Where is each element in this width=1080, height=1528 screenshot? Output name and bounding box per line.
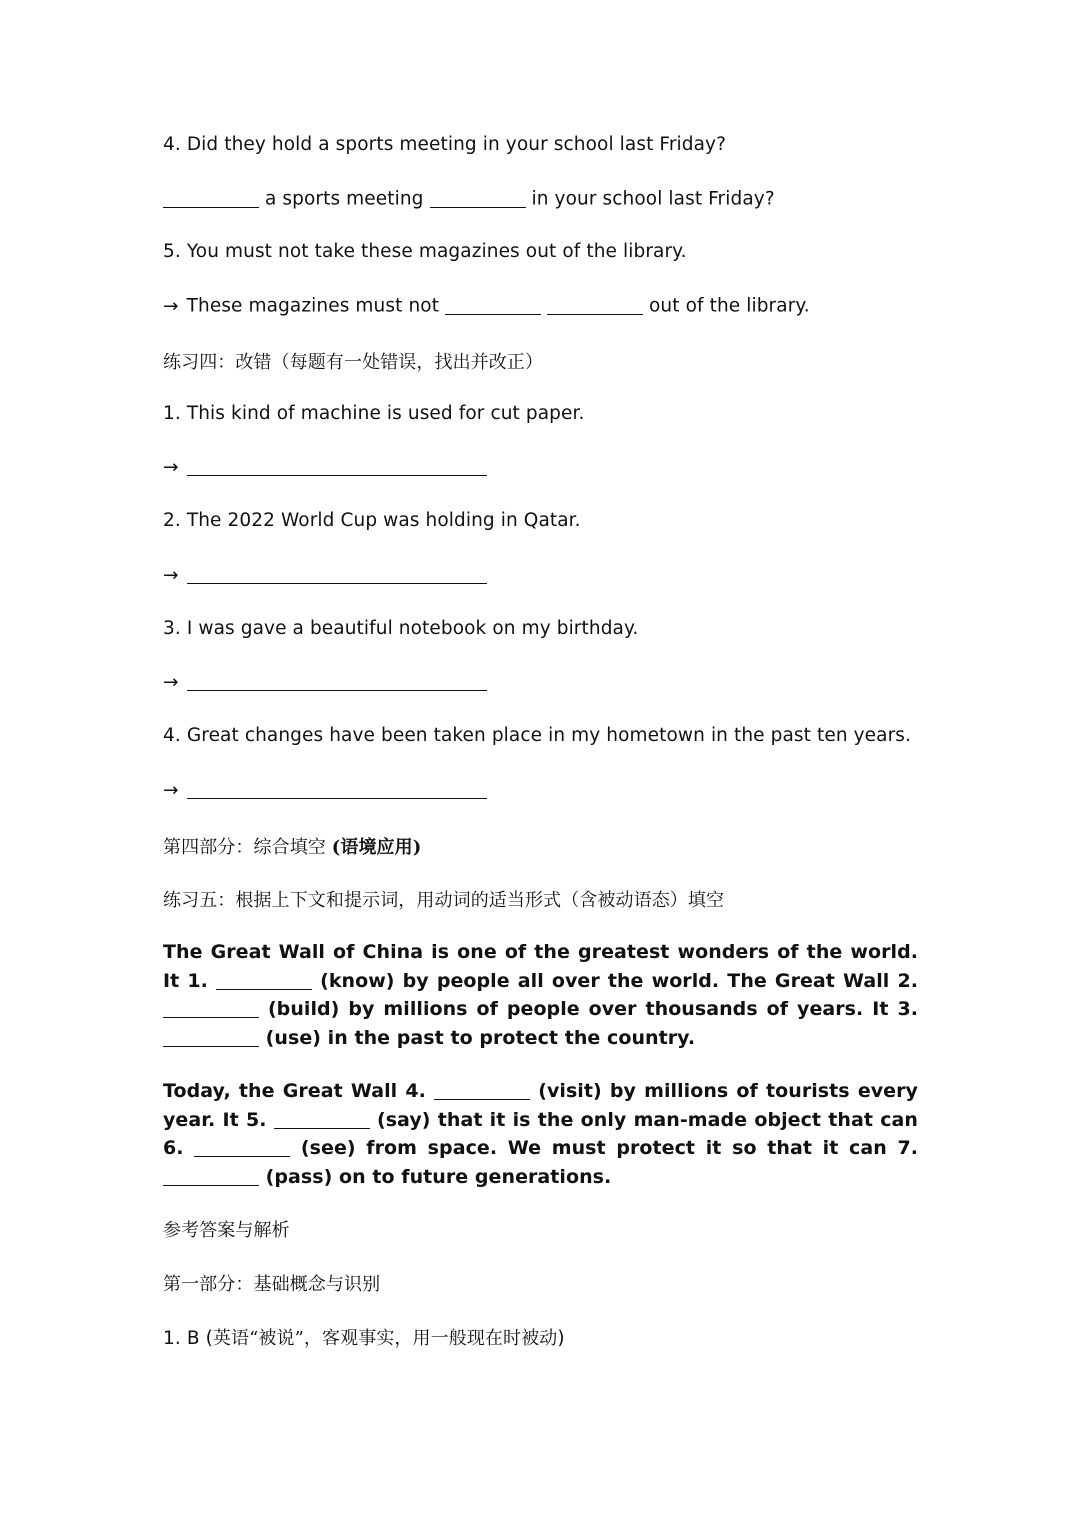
question-5-answer-line: → These magazines must not out of the library. bbox=[163, 295, 810, 317]
exercise-4-item-2: 2. The 2022 World Cup was holding in Qatar. bbox=[163, 510, 581, 531]
exercise-4-heading: 练习四：改错（每题有一处错误，找出并改正） bbox=[163, 352, 544, 373]
arrow-icon: → bbox=[163, 671, 179, 693]
answer-blank[interactable] bbox=[163, 1166, 259, 1186]
exercise-5-paragraph-1: The Great Wall of China is one of the greatest wonders of the world. It 1. (know) by people all over the world. The Great Wall 2. (build) by millions of people over thousands of years. It 3. (use) in the past to protect the country. bbox=[163, 941, 918, 1049]
exercise-4-answer-4 bbox=[163, 779, 487, 801]
exercise-4-item-1: 1. This kind of machine is used for cut paper. bbox=[163, 403, 585, 424]
answer-blank[interactable] bbox=[434, 1080, 530, 1100]
answer-blank[interactable] bbox=[430, 188, 526, 208]
exercise-4-answer-3 bbox=[163, 671, 487, 693]
exercise-5-paragraph-2: Today, the Great Wall 4. (visit) by millions of tourists every year. It 5. (say) that it is the only man-made object that can 6. (see) from space. We must protect it so that it can 7. (pass) on to future generations. bbox=[163, 1080, 919, 1188]
answer-blank[interactable] bbox=[274, 1109, 370, 1129]
answers-heading: 参考答案与解析 bbox=[163, 1220, 290, 1241]
question-4-prompt: 4. Did they hold a sports meeting in your school last Friday? bbox=[163, 134, 727, 155]
part-4-heading: 第四部分：综合填空 (语境应用) bbox=[163, 837, 422, 858]
answer-blank[interactable] bbox=[216, 970, 312, 990]
answer-1: 1. B (英语“被说”，客观事实，用一般现在时被动) bbox=[163, 1328, 565, 1349]
arrow-icon: → bbox=[163, 295, 179, 317]
answer-blank[interactable] bbox=[445, 295, 541, 315]
question-5-prompt: 5. You must not take these magazines out of the library. bbox=[163, 241, 687, 262]
answer-blank[interactable] bbox=[163, 188, 259, 208]
answer-blank[interactable] bbox=[163, 1027, 259, 1047]
answers-part-1-heading: 第一部分：基础概念与识别 bbox=[163, 1274, 381, 1295]
answer-blank[interactable] bbox=[194, 1137, 290, 1157]
exercise-4-item-4: 4. Great changes have been taken place in my hometown in the past ten years. bbox=[163, 725, 912, 746]
arrow-icon: → bbox=[163, 779, 179, 801]
answer-blank[interactable] bbox=[187, 779, 487, 799]
arrow-icon: → bbox=[163, 456, 179, 478]
arrow-icon: → bbox=[163, 564, 179, 586]
answer-blank[interactable] bbox=[547, 295, 643, 315]
exercise-4-item-3: 3. I was gave a beautiful notebook on my birthday. bbox=[163, 618, 639, 639]
answer-blank[interactable] bbox=[163, 998, 259, 1018]
question-4-answer-line: a sports meeting in your school last Friday? bbox=[163, 188, 775, 210]
answer-blank[interactable] bbox=[187, 564, 487, 584]
exercise-5-heading: 练习五：根据上下文和提示词，用动词的适当形式（含被动语态）填空 bbox=[163, 890, 725, 911]
answer-blank[interactable] bbox=[187, 671, 487, 691]
exercise-4-answer-2 bbox=[163, 564, 487, 586]
exercise-4-answer-1 bbox=[163, 456, 487, 478]
answer-blank[interactable] bbox=[187, 456, 487, 476]
